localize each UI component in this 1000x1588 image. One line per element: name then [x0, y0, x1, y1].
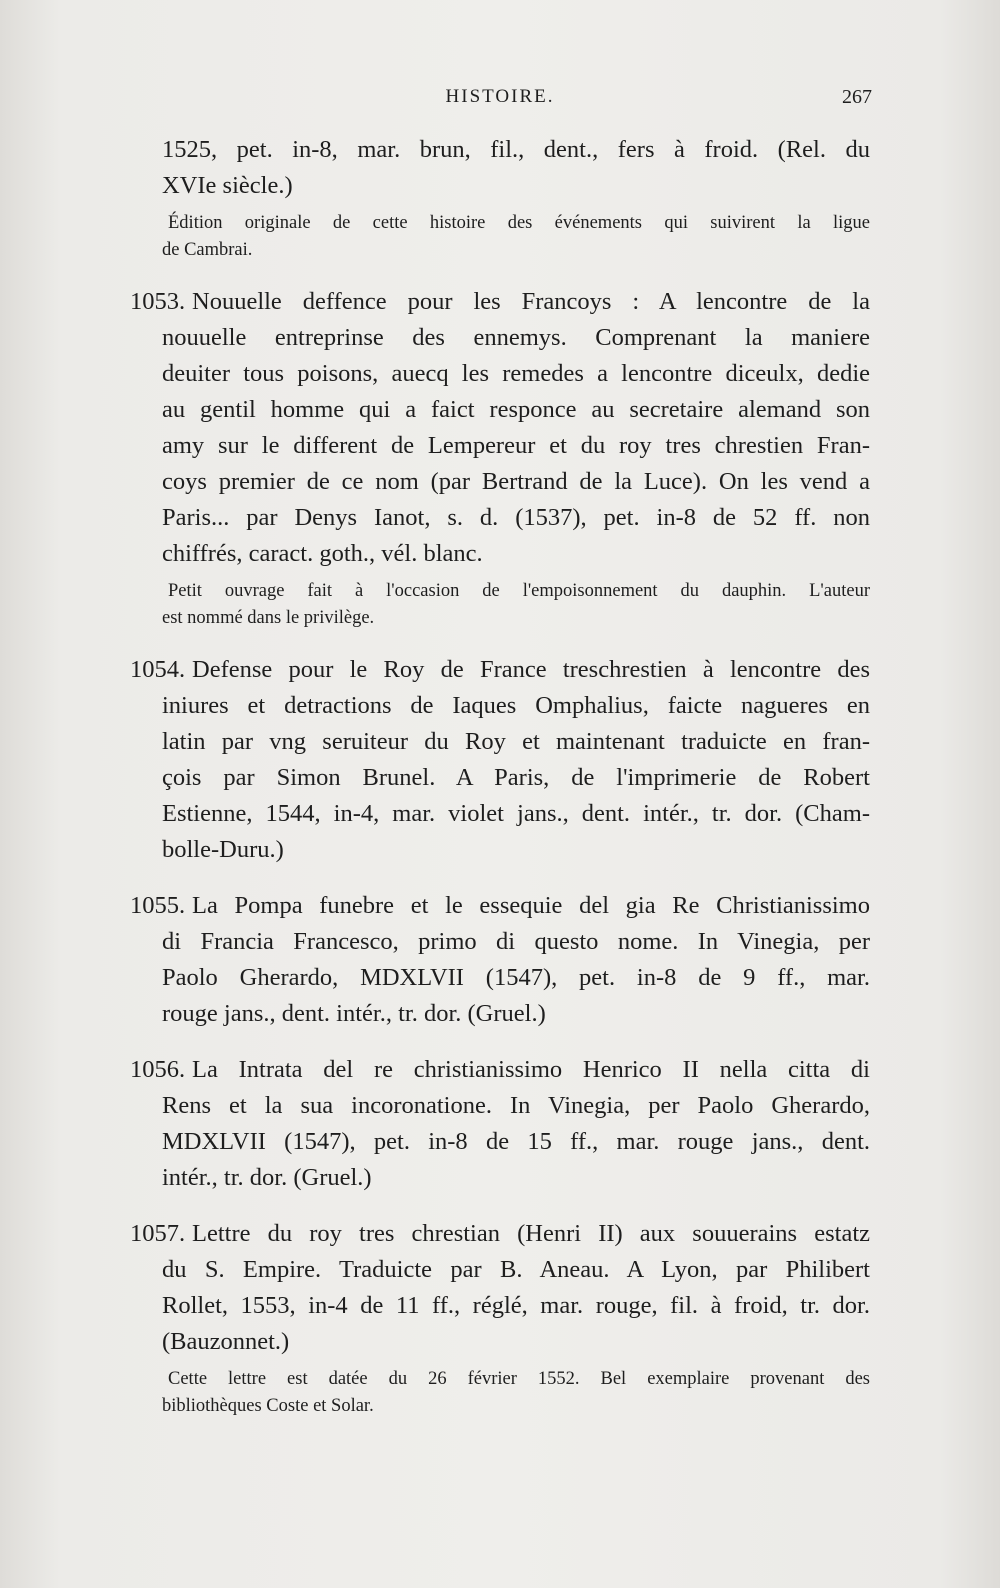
entry-line: Paolo Gherardo, MDXLVII (1547), pet. in-8 de 9 ff., mar. [162, 964, 870, 991]
entry-line: La Pompa funebre et le essequie del gia Re Christianissimo [192, 892, 870, 919]
entry-line: rouge jans., dent. intér., tr. dor. (Gruel.) [162, 1000, 546, 1027]
note-line: bibliothèques Coste et Solar. [162, 1396, 374, 1416]
entry-line: Nouuelle deffence pour les Francoys : A lencontre de la [192, 288, 870, 315]
entry-line: du S. Empire. Traduicte par B. Aneau. A Lyon, par Philibert [162, 1256, 870, 1283]
page-content [130, 132, 870, 1420]
note-line: est nommé dans le privilège. [162, 608, 375, 628]
entry-line: bolle-Duru.) [162, 836, 284, 863]
note-line: Cette lettre est datée du 26 février 1552. Bel exemplaire provenant des [168, 1369, 870, 1389]
note-line: de Cambrai. [162, 240, 253, 260]
entry-line: Paris... par Denys Ianot, s. d. (1537), pet. in-8 de 52 ff. non [162, 504, 870, 531]
entry-number: 1057. [130, 1220, 186, 1247]
entry-line: Estienne, 1544, in-4, mar. violet jans., dent. intér., tr. dor. (Cham- [162, 800, 870, 827]
entry-1055 [130, 888, 870, 1032]
entry-line: coys premier de ce nom (par Bertrand de la Luce). On les vend a [162, 468, 870, 495]
entry-line: XVIe siècle.) [162, 172, 293, 199]
entry-1057 [130, 1216, 870, 1420]
entry-line: Defense pour le Roy de France treschrestien à lencontre des [192, 656, 870, 683]
page-number: 267 [842, 86, 872, 108]
entry-line: La Intrata del re christianissimo Henrico II nella citta di [192, 1056, 870, 1083]
entry-line: amy sur le different de Lempereur et du roy tres chrestien Fran- [162, 432, 870, 459]
entry-line: (Bauzonnet.) [162, 1328, 290, 1355]
entry-line: Rollet, 1553, in-4 de 11 ff., réglé, mar. rouge, fil. à froid, tr. dor. [162, 1292, 870, 1319]
entry-line: chiffrés, caract. goth., vél. blanc. [162, 540, 483, 567]
entry-line: deuiter tous poisons, auecq les remedes a lencontre diceulx, dedie [162, 360, 870, 387]
entry-number: 1055. [130, 892, 186, 919]
entry-line: 1525, pet. in-8, mar. brun, fil., dent., fers à froid. (Rel. du [162, 136, 870, 163]
entry-line: intér., tr. dor. (Gruel.) [162, 1164, 372, 1191]
entry-number: 1056. [130, 1056, 186, 1083]
entry-line: çois par Simon Brunel. A Paris, de l'imprimerie de Robert [162, 764, 870, 791]
entry-1053 [130, 284, 870, 632]
entry-line: di Francia Francesco, primo di questo nome. In Vinegia, per [162, 928, 870, 955]
running-title: HISTOIRE. [445, 86, 555, 107]
entry-line: au gentil homme qui a faict responce au secretaire alemand son [162, 396, 870, 423]
entry-line: iniures et detractions de Iaques Omphalius, faicte nagueres en [162, 692, 870, 719]
entry-number: 1054. [130, 656, 186, 683]
entry-1054 [130, 652, 870, 868]
entry-1056 [130, 1052, 870, 1196]
entry-line: MDXLVII (1547), pet. in-8 de 15 ff., mar. rouge jans., dent. [162, 1128, 870, 1155]
entry-continuation [130, 132, 870, 264]
entry-line: nouuelle entreprinse des ennemys. Comprenant la maniere [162, 324, 870, 351]
note-line: Petit ouvrage fait à l'occasion de l'empoisonnement du dauphin. L'auteur [168, 581, 870, 601]
entry-line: latin par vng seruiteur du Roy et maintenant traduicte en fran- [162, 728, 870, 755]
entry-number: 1053. [130, 288, 186, 315]
entry-line: Rens et la sua incoronatione. In Vinegia, per Paolo Gherardo, [162, 1092, 870, 1119]
page-header [0, 86, 1000, 116]
entry-line: Lettre du roy tres chrestian (Henri II) aux souuerains estatz [192, 1220, 870, 1247]
note-line: Édition originale de cette histoire des événements qui suivirent la ligue [168, 213, 870, 233]
